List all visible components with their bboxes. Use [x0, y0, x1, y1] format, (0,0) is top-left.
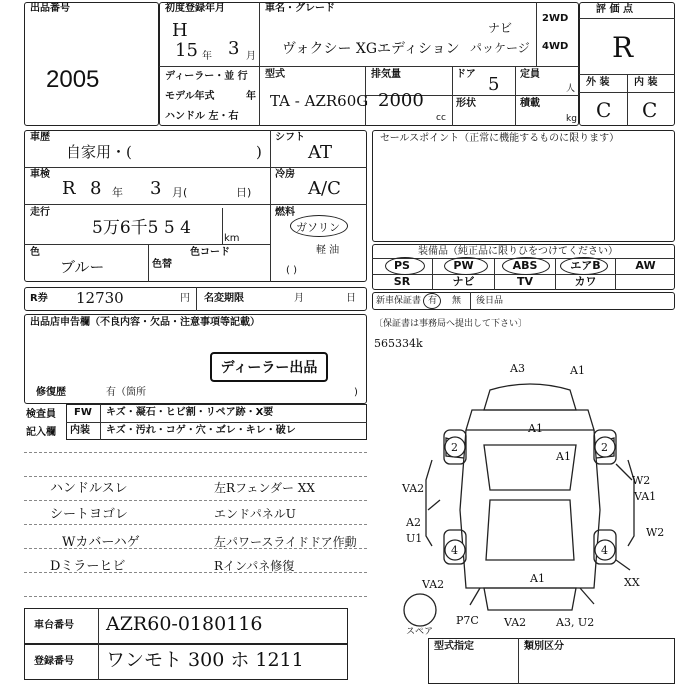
dealer-stamp: [210, 352, 328, 382]
color-label: 色: [30, 247, 40, 258]
note-left: シートヨゴレ: [50, 507, 129, 522]
sales-point-label: セールスポイント（正常に機能するものに限ります）: [380, 133, 620, 144]
note-left: Dミラーヒビ: [50, 559, 126, 574]
spare-label: スペア: [406, 627, 434, 637]
doors: 5: [488, 74, 500, 95]
diagram-mark: A1: [530, 572, 545, 585]
equipment-item: ABS: [494, 258, 555, 274]
model-type-label: 型式: [265, 69, 285, 80]
month-unit: 月: [246, 51, 256, 62]
car-diagram: [380, 360, 680, 635]
repair-value: 有（箇所: [106, 387, 146, 398]
model-year-label: モデル年式: [165, 91, 215, 102]
report-label: 出品店申告欄（不良内容・欠品・注意事項等記載）: [30, 317, 260, 328]
color-change-label: 色替: [152, 259, 172, 270]
lot-number-box: [24, 2, 159, 126]
handle-label: ハンドル 左・右: [165, 111, 239, 122]
fuel-label: 燃料: [275, 207, 295, 218]
inspection-day-unit: 日): [236, 186, 252, 199]
fuel-paren: ( ): [286, 265, 297, 276]
mileage-label: 走行: [30, 207, 50, 218]
ac-label: 冷房: [275, 169, 295, 180]
warranty-no: 無: [452, 296, 462, 306]
drive-2wd: 2WD: [542, 13, 569, 24]
warranty-note: 〔保証書は事務局へ提出して下さい〕: [374, 319, 528, 329]
equipment-item: [615, 274, 675, 290]
km-unit: km: [224, 233, 240, 244]
equipment-item: AW: [615, 258, 675, 274]
diagram-mark: A3, U2: [556, 616, 595, 629]
ps-circle: [385, 257, 425, 275]
dealer-stamp-text: ディーラー出品: [220, 360, 318, 376]
lot-number-label: 出品番号: [30, 3, 70, 14]
equipment-item: カワ: [555, 274, 615, 290]
inspector-row1: キズ・凝石・ヒビ割・リペア跡・X要: [106, 407, 274, 418]
history-close: ): [256, 143, 262, 161]
inspection-year: 8: [90, 178, 102, 199]
first-registration-label: 初度登録年月: [165, 3, 225, 14]
diagram-mark: P7C: [456, 614, 479, 627]
diagram-mark: 4: [601, 544, 608, 557]
registration-deadline-label: 名変期限: [204, 293, 244, 304]
displacement: 2000: [378, 90, 424, 111]
format-label: 型式指定: [434, 641, 474, 652]
model-type: TA - AZR60G: [270, 92, 369, 110]
fuel-gas-circle: [290, 215, 348, 237]
note-right: Rインパネ修復: [214, 559, 295, 573]
diagram-mark: 2: [601, 441, 608, 454]
score-value: R: [612, 31, 634, 64]
shift-label: シフト: [275, 132, 305, 143]
inspector-label-1: 検査員: [26, 409, 56, 420]
inspector-row2: キズ・汚れ・コゲ・穴・ヹレ・キレ・破レ: [106, 425, 296, 436]
repair-close: ): [354, 387, 358, 398]
displacement-label: 排気量: [371, 69, 401, 80]
inspection-year-unit: 年: [112, 186, 123, 199]
color-value: ブルー: [60, 258, 105, 276]
diagram-mark: W2: [632, 474, 651, 487]
equipment-item: PW: [432, 258, 494, 274]
inspection-label: 車検: [30, 169, 50, 180]
fuel-gas: ガソリン: [296, 221, 340, 234]
header-main-box: [159, 2, 579, 126]
repair-label: 修復歴: [36, 387, 66, 398]
first-reg-year: 15: [175, 40, 198, 61]
reg-day-unit: 日: [346, 293, 356, 304]
recycle-label: R券: [30, 293, 48, 304]
diagram-mark: A1: [570, 364, 585, 377]
inspection-era: R: [62, 178, 76, 199]
inspection-month: 3: [150, 178, 162, 199]
pw-circle: [444, 257, 488, 275]
plate-label: 登録番号: [34, 656, 74, 667]
sales-point-box: [372, 130, 675, 242]
model-year-unit: 年: [246, 91, 256, 102]
reg-month-unit: 月: [294, 293, 304, 304]
exterior-label: 外 装: [586, 77, 610, 88]
diagram-mark: A1: [556, 450, 571, 463]
category-label: 類別区分: [524, 641, 564, 652]
warranty-label: 新車保証書: [376, 296, 422, 306]
interior-grade: C: [642, 98, 658, 122]
diagram-mark: VA2: [504, 616, 527, 629]
car-name: ヴォクシー XGエディション: [282, 41, 460, 57]
yen-unit: 円: [180, 293, 190, 304]
diagram-mark: U1: [406, 532, 423, 545]
lot-number: 2005: [46, 66, 100, 93]
diagram-mark: W2: [646, 526, 665, 539]
shift-value: AT: [308, 142, 333, 163]
diagram-mark: VA2: [402, 482, 425, 495]
warranty-yes-circle: [423, 293, 441, 309]
chassis-label: 車台番号: [34, 620, 74, 631]
warranty-yes: 有: [428, 296, 438, 306]
diagram-mark: 4: [451, 544, 458, 557]
chassis-value: AZR60-0180116: [106, 613, 263, 635]
car-name-annotation: ナビ: [488, 21, 513, 35]
shape-label: 形状: [456, 98, 476, 109]
interior-label: 内 装: [634, 77, 658, 88]
dealer-label: ディーラー・並 行: [165, 71, 248, 82]
load-label: 積載: [520, 98, 540, 109]
capacity-unit: 人: [566, 84, 576, 94]
diagram-mark: XX: [624, 576, 640, 589]
fuel-diesel: 軽 油: [316, 245, 340, 256]
ac-value: A/C: [308, 178, 341, 199]
car-package: パッケージ: [470, 41, 530, 55]
cc-unit: cc: [436, 113, 446, 123]
color-code-label: 色コード: [190, 247, 230, 258]
diagram-mark: A2: [406, 516, 421, 529]
recycle-value: 12730: [76, 289, 124, 307]
diagram-mark: VA1: [634, 490, 657, 503]
equipment-item: エアB: [555, 258, 615, 274]
diagram-mark: VA2: [422, 578, 445, 591]
note-left: ハンドルスレ: [50, 481, 128, 496]
equipment-item: ナビ: [432, 274, 494, 290]
warranty-code: 565334k: [374, 337, 423, 350]
abs-circle: [502, 257, 550, 275]
doors-label: ドア: [456, 69, 476, 80]
equipment-item: SR: [393, 275, 411, 288]
mileage: 5万6千5 5 4: [92, 218, 191, 238]
inspector-label-2: 記入欄: [26, 427, 56, 438]
diagram-mark: 2: [451, 441, 458, 454]
plate-value: ワンモト 300 ホ 1211: [106, 649, 304, 671]
history-value: 自家用・(: [66, 143, 132, 161]
drive-4wd: 4WD: [542, 41, 569, 52]
score-label: 評 価 点: [596, 4, 633, 15]
capacity-label: 定員: [520, 69, 540, 80]
inspector-fw: FW: [74, 407, 92, 418]
inspector-interior: 内装: [70, 425, 90, 436]
inspection-month-unit: 月(: [172, 186, 188, 199]
first-reg-era: H: [172, 20, 188, 41]
note-right: 左パワースライドドア作動: [214, 535, 357, 549]
note-right: 左Rフェンダー XX: [214, 481, 315, 495]
equipment-item: PS: [394, 259, 410, 272]
kg-unit: kg: [566, 114, 577, 124]
back-item-label: 後日品: [476, 296, 504, 306]
equipment-item: TV: [494, 274, 555, 290]
exterior-grade: C: [596, 98, 612, 122]
first-reg-month: 3: [228, 38, 240, 59]
diagram-mark: A3: [510, 362, 525, 375]
airbag-circle: [560, 257, 608, 275]
equipment-label: 装備品（純正品に限りひをつけてください）: [418, 246, 618, 257]
history-label: 車歴: [30, 132, 50, 143]
diagram-mark: A1: [528, 422, 543, 435]
car-name-label: 車名・グレード: [265, 3, 335, 14]
note-left: Wカバーハゲ: [62, 535, 140, 550]
note-right: エンドパネルU: [214, 507, 296, 521]
year-unit: 年: [202, 51, 212, 62]
